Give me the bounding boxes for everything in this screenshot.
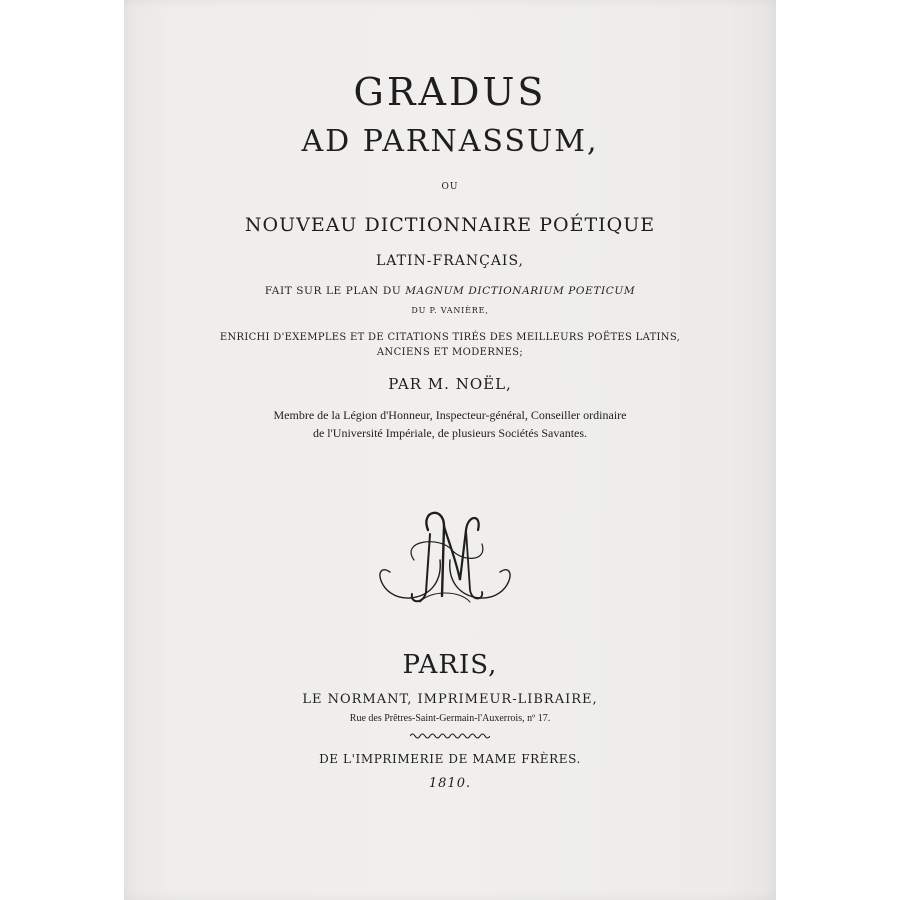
imprint-year: 1810.: [428, 776, 472, 791]
imprint-printer: DE L'IMPRIMERIE DE MAME FRÈRES.: [319, 752, 581, 766]
plan-work-title: MAGNUM DICTIONARIUM POETICUM: [405, 285, 636, 297]
author-description-1: Membre de la Légion d'Honneur, Inspecteur-général, Conseiller ordinaire: [273, 408, 627, 422]
subtitle-line-1: NOUVEAU DICTIONNAIRE POÉTIQUE: [244, 214, 656, 236]
imprint-city: PARIS,: [402, 650, 498, 680]
author-name: PAR M. NOËL,: [388, 375, 512, 393]
subtitle-line-2: LATIN-FRANÇAIS,: [376, 253, 524, 269]
author-description-2: de l'Université Impériale, de plusieurs Sociétés Savantes.: [312, 426, 588, 440]
imprint-publisher: LE NORMANT, IMPRIMEUR-LIBRAIRE,: [302, 692, 598, 707]
enriched-line-2: ANCIENS ET MODERNES;: [376, 347, 524, 358]
title-line-1: GRADUS: [353, 70, 547, 114]
plan-author: DU P. VANIÈRE,: [411, 306, 489, 315]
imprint-address: Rue des Prêtres-Saint-Germain-l'Auxerrois, nº 17.: [349, 713, 551, 724]
plan-line: [124, 285, 776, 297]
enriched-line-1: ENRICHI D'EXEMPLES ET DE CITATIONS TIRÉS DES MEILLEURS POËTES LATINS,: [219, 332, 681, 343]
title-line-2: AD PARNASSUM,: [301, 124, 599, 159]
wavy-rule-ornament: [410, 732, 490, 740]
plan-prefix: FAIT SUR LE PLAN DU: [264, 285, 406, 297]
title-page: [124, 0, 776, 900]
conjunction: OU: [441, 182, 459, 192]
monogram-ornament: [370, 500, 520, 610]
